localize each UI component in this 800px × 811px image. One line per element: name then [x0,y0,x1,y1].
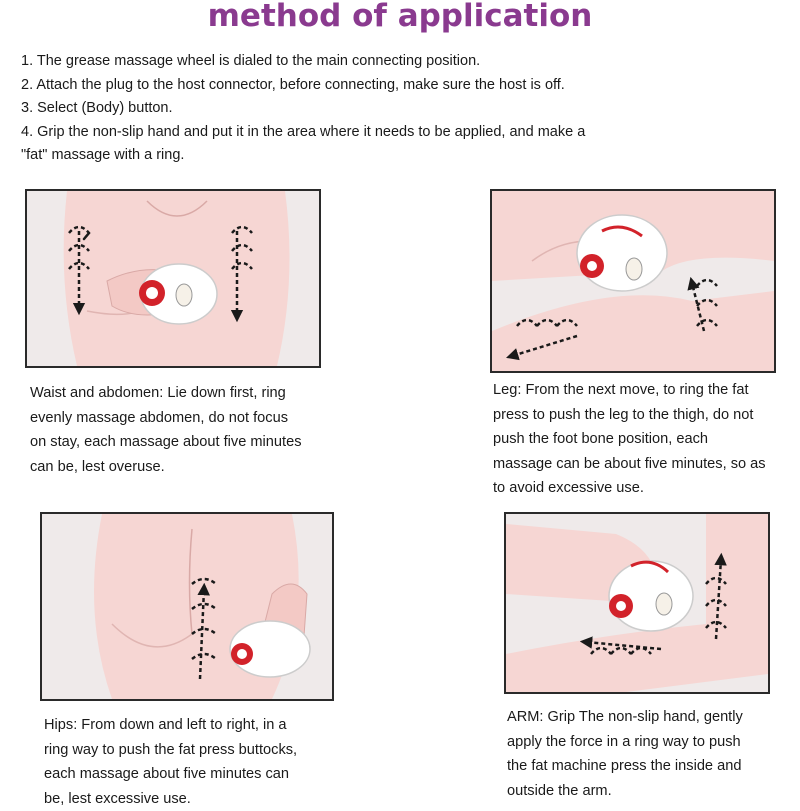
arm-illustration [504,512,770,694]
caption-line: ring way to push the fat press buttocks, [44,738,344,763]
caption-line: can be, lest overuse. [30,455,330,480]
step-4: 4. Grip the non-slip hand and put it in the area where it needs to be applied, and make a [21,121,781,145]
caption-line: massage can be about five minutes, so as [493,452,793,477]
waist-illustration [25,189,321,368]
step-4-continued: "fat" massage with a ring. [21,144,781,168]
step-2: 2. Attach the plug to the host connector, before connecting, make sure the host is off. [21,74,781,98]
caption-line: Hips: From down and left to right, in a [44,713,344,738]
caption-line: ARM: Grip The non-slip hand, gently [507,705,797,730]
leg-illustration [490,189,776,373]
caption-line: evenly massage abdomen, do not focus [30,406,330,431]
caption-line: Leg: From the next move, to ring the fat [493,378,793,403]
caption-line: be, lest excessive use. [44,787,344,811]
waist-caption [30,381,330,479]
caption-line: press to push the leg to the thigh, do not [493,403,793,428]
instruction-steps [21,50,781,168]
caption-line: the fat machine press the inside and [507,754,797,779]
caption-line: push the foot bone position, each [493,427,793,452]
hips-caption [44,713,344,811]
caption-line: each massage about five minutes can [44,762,344,787]
caption-line: outside the arm. [507,779,797,804]
step-3: 3. Select (Body) button. [21,97,781,121]
step-1: 1. The grease massage wheel is dialed to the main connecting position. [21,50,781,74]
arm-caption [507,705,797,803]
caption-line: to avoid excessive use. [493,476,793,501]
caption-line: apply the force in a ring way to push [507,730,797,755]
leg-caption [493,378,793,501]
page-title: method of application [0,0,800,34]
hips-illustration [40,512,334,701]
caption-line: Waist and abdomen: Lie down first, ring [30,381,330,406]
caption-line: on stay, each massage about five minutes [30,430,330,455]
